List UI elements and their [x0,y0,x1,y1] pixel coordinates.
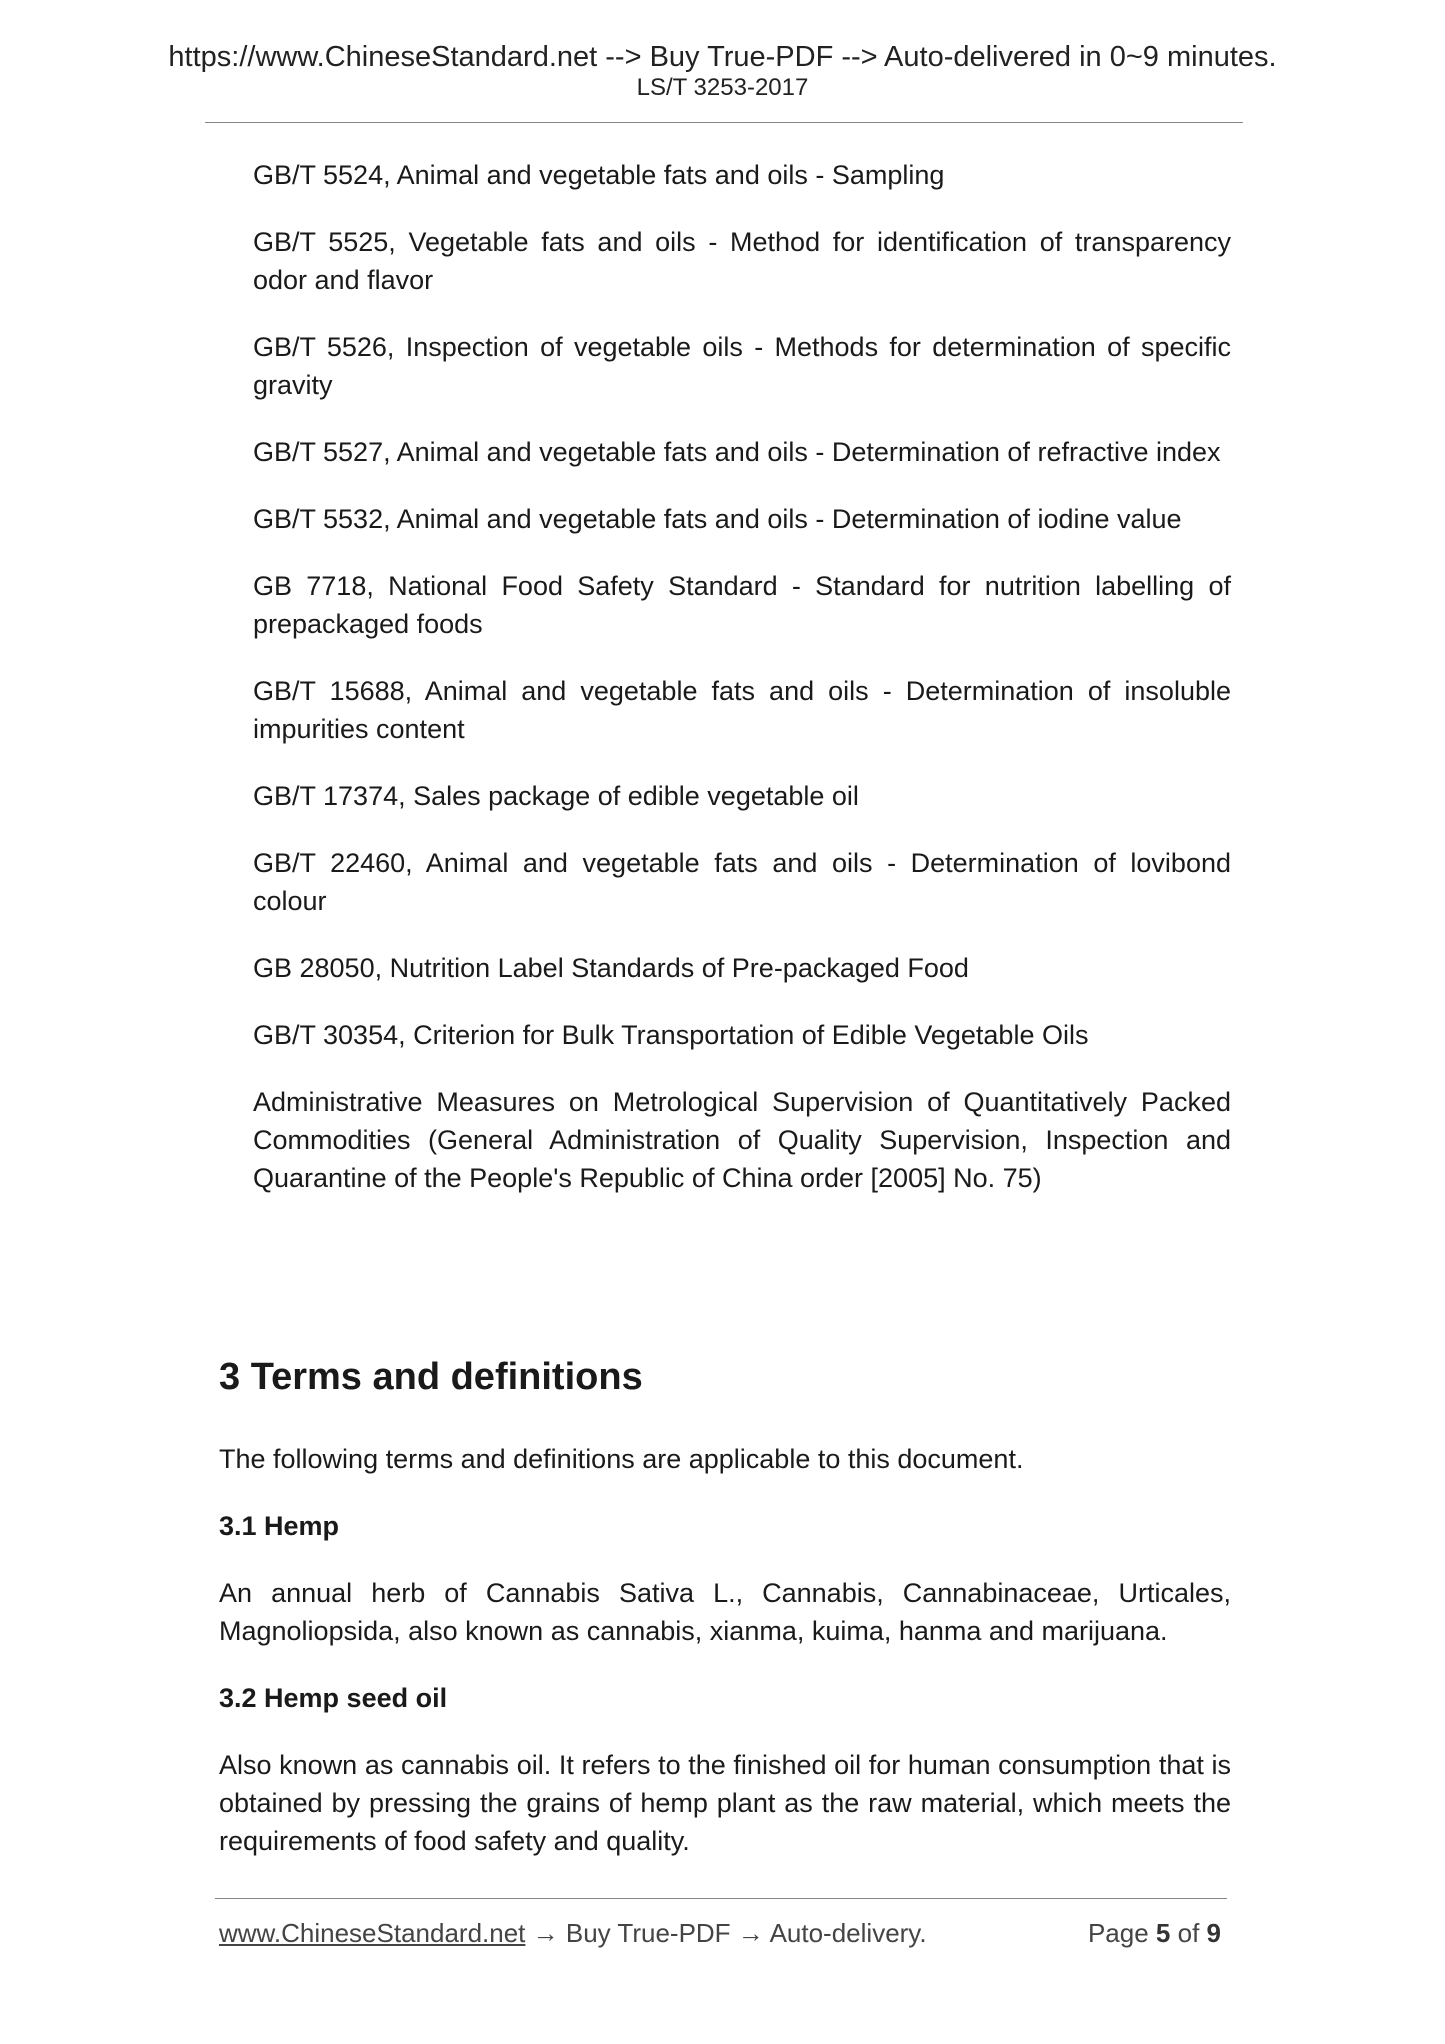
footer-site-link[interactable]: www.ChineseStandard.net [219,1918,526,1948]
reference-item: GB/T 5532, Animal and vegetable fats and oils - Determination of iodine value [253,504,1182,534]
terms-definitions-section [219,1354,1231,1889]
section-intro: The following terms and definitions are applicable to this document. [219,1444,1024,1474]
reference-item: GB/T 30354, Criterion for Bulk Transportation of Edible Vegetable Oils [253,1020,1089,1050]
document-code: LS/T 3253-2017 [636,74,809,101]
page-current: 5 [1155,1918,1171,1948]
header-divider [205,122,1243,123]
reference-item: GB/T 22460, Animal and vegetable fats and oils - Determination of lovibond colour [253,848,1231,916]
reference-item: GB/T 5524, Animal and vegetable fats and oils - Sampling [253,160,945,190]
page-total: 9 [1206,1918,1221,1948]
reference-item: GB/T 15688, Animal and vegetable fats and oils - Determination of insoluble impurities content [253,676,1231,744]
page-number [1088,1916,1221,1950]
section-heading: 3 Terms and definitions [219,1356,643,1398]
term-definition-hemp: An annual herb of Cannabis Sativa L., Cannabis, Cannabinaceae, Urticales, Magnoliopsida, also known as cannabis, xianma, kuima, hanma and marijuana. [219,1578,1231,1646]
top-banner[interactable]: https://www.ChineseStandard.net --> Buy True-PDF --> Auto-delivered in 0~9 minutes. [168,41,1277,73]
reference-item: GB/T 5525, Vegetable fats and oils - Method for identification of transparency odor and flavor [253,227,1231,295]
of-label: of [1177,1918,1200,1948]
term-definition-hemp-seed-oil: Also known as cannabis oil. It refers to the finished oil for human consumption that is obtained by pressing the grains of hemp plant as the raw material, which meets the requirements of food safety and quality. [219,1750,1231,1856]
reference-item: GB 28050, Nutrition Label Standards of Pre-packaged Food [253,953,969,983]
reference-item: GB/T 5526, Inspection of vegetable oils - Methods for determination of specific gravity [253,332,1231,400]
page-label: Page [1087,1918,1149,1948]
footer-divider [215,1898,1227,1899]
term-heading-hemp-seed-oil: 3.2 Hemp seed oil [219,1683,448,1713]
term-heading-hemp: 3.1 Hemp [219,1511,340,1541]
page-footer [219,1916,1231,1950]
reference-item: GB 7718, National Food Safety Standard - Standard for nutrition labelling of prepackaged foods [253,571,1231,639]
normative-references-list [253,156,1231,1226]
footer-tagline: → Buy True-PDF → Auto-delivery. [525,1918,927,1948]
reference-item: GB/T 17374, Sales package of edible vegetable oil [253,781,859,811]
reference-item: Administrative Measures on Metrological Supervision of Quantitatively Packed Commodities (General Administration of Quality Supervision, Inspection and Quarantine of the People's Republic of China order [2005] No. 75) [253,1087,1231,1193]
reference-item: GB/T 5527, Animal and vegetable fats and oils - Determination of refractive index [253,437,1221,467]
